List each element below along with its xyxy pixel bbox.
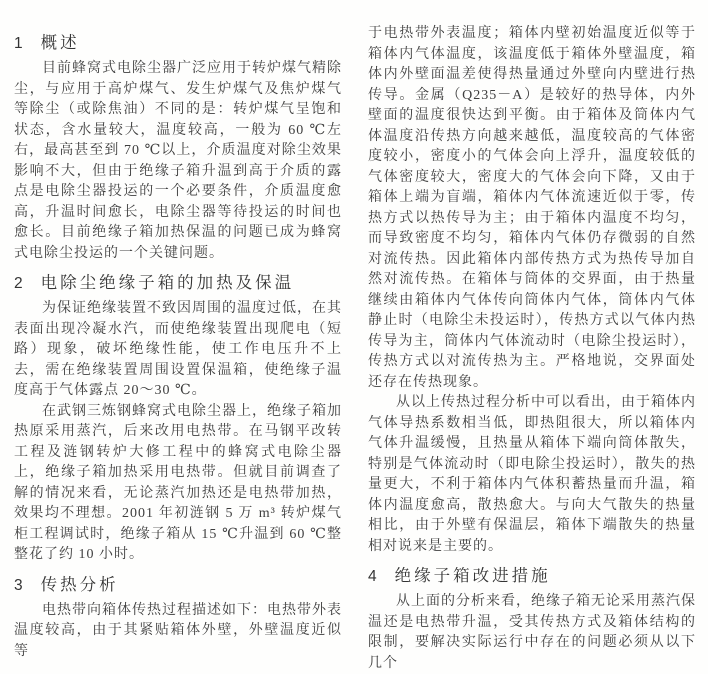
- paragraph: 于电热带外表温度；箱体内壁初始温度近似等于箱体内气体温度，该温度低于箱体外壁温度，箱体内外壁面温差使得热量通过外壁向内壁进行热传导。金属（Q235－A）是较好的热导体，内外壁面的温度很快达到平衡。由于箱体及筒体内气体温度沿传热方向越来越低，温度较高的气体密度较小，密度小的气体会向上浮升，温度较低的气体密度较大，密度大的气体会向下降，又由于箱体上端为盲端，箱体内气体流速近似于零，传热方式以热传导为主；由于箱体内温度不均匀，而导致密度不均匀，箱体内气体仍存微弱的自然对流传热。因此箱体内部传热方式为热传导加自然对流传热。在箱体与筒体的交界面，由于热量继续由箱体内气体传向筒体内气体，筒体内气体静止时（电除尘未投运时），传热方式以气体内热传导为主，筒体内气体流动时（电除尘投运时），传热方式以对流传热为主。严格地说，交界面处还存在传热现象。: [368, 26, 696, 390]
- paragraph: 为保证绝缘装置不致因周围的温度过低，在其表面出现冷凝水汽，而使绝缘装置出现爬电（短路）现象，破坏绝缘性能，使工作电压升不上去，需在绝缘装置周围设置保温箱，使绝缘子温度高于气体露点 20～30 ℃。: [14, 301, 342, 398]
- paragraph: 目前蜂窝式电除尘器广泛应用于转炉煤气精除尘，与应用于高炉煤气、发生炉煤气及焦炉煤气等除尘（或除焦油）不同的是：转炉煤气呈饱和状态，含水量较大，温度较高，一般为 60 ℃左右，最高甚至到 70 ℃以上，介质温度对除尘效果影响不大，但由于绝缘子箱升温到高于介质的露点是电除尘器投运的一个必要条件，介质温度愈高，升温时间愈长，电除尘器等待投运的时间也愈长。目前绝缘子箱加热保温的问题已成为蜂窝式电除尘投运的一个关键问题。: [14, 61, 342, 261]
- column-left: [14, 24, 342, 659]
- section-title: 传热分析: [40, 574, 119, 594]
- section-number: 2: [14, 275, 23, 292]
- section-number: 1: [14, 35, 23, 52]
- section-heading: [14, 32, 342, 54]
- section-title: 概述: [40, 33, 80, 52]
- section-title: 绝缘子箱改进措施: [394, 566, 551, 585]
- column-right: [368, 24, 696, 671]
- section-title: 电除尘绝缘子箱的加热及保温: [40, 273, 295, 292]
- section-heading: [368, 565, 696, 587]
- paragraph: 从以上传热过程分析中可以看出，由于箱体内气体导热系数相当低，即热阻很大，所以箱体内气体升温缓慢，且热量从箱体下端向筒体散失，特别是气体流动时（即电除尘投运时），散失的热量更大，不利于箱体内气体积蓄热量而升温，箱体内温度愈高，散热愈大。与向大气散失的热量相比，由于外壁有保温层，箱体下端散失的热量相对说来是主要的。: [368, 395, 696, 554]
- section-heading: [14, 574, 342, 596]
- paragraph: 在武钢三炼钢蜂窝式电除尘器上，绝缘子箱加热原采用蒸汽，后来改用电热带。在马钢平改转工程及涟钢转炉大修工程中的蜂窝式电除尘器上，绝缘子箱加热采用电热带。但就目前调查了解的情况来看，无论蒸汽加热还是电热带加热，效果均不理想。2001 年初涟钢 5 万 m³ 转炉煤气柜工程调试时，绝缘子箱从 15 ℃升温到 60 ℃整整花了约 10 小时。: [14, 403, 342, 562]
- section-number: 3: [14, 576, 23, 594]
- paragraph: 电热带向箱体传热过程描述如下：电热带外表温度较高，由于其紧贴箱体外壁，外壁温度近似等: [14, 602, 342, 659]
- paragraph: 从上面的分析来看，绝缘子箱无论采用蒸汽保温还是电热带升温，受其传热方式及箱体结构的限制，要解决实际运行中存在的问题必须从以下几个: [368, 594, 696, 671]
- section-heading: [14, 272, 342, 294]
- section-number: 4: [368, 568, 377, 585]
